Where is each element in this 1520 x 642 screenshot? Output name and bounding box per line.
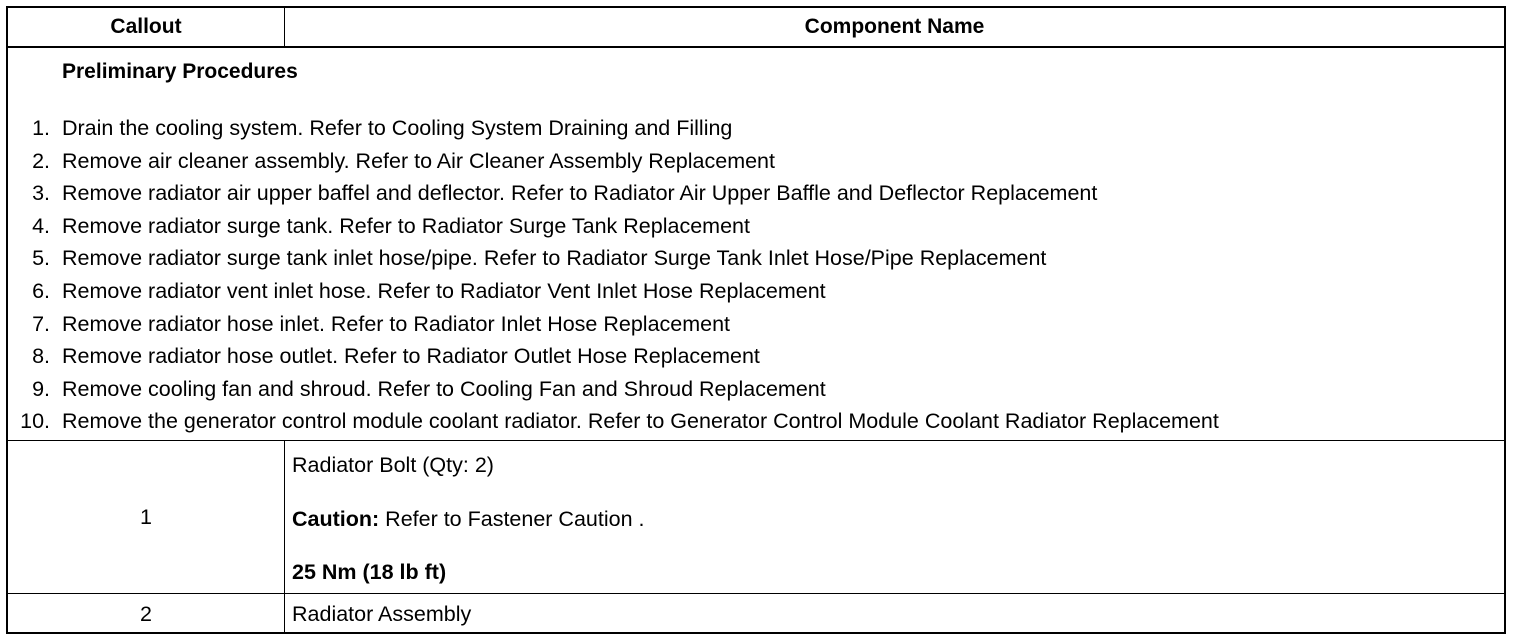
caution-text: Refer to Fastener Caution . <box>379 507 645 531</box>
step-number: 10. <box>20 409 50 434</box>
table-header-row <box>8 8 1504 48</box>
step-text: Remove radiator surge tank. Refer to Radiator Surge Tank Replacement <box>62 213 750 238</box>
component-table <box>6 6 1506 634</box>
step-text: Remove air cleaner assembly. Refer to Air Cleaner Assembly Replacement <box>62 148 775 173</box>
callout-cell: 1 <box>8 441 285 593</box>
component-name: Radiator Bolt (Qty: 2) <box>292 453 494 477</box>
step-number: 1. <box>32 116 50 140</box>
step-text: Remove radiator hose inlet. Refer to Radiator Inlet Hose Replacement <box>62 311 731 336</box>
callout-cell: 2 <box>8 594 285 634</box>
table-row <box>8 594 1504 634</box>
step-number: 6. <box>32 278 50 303</box>
step-number: 2. <box>32 148 50 173</box>
step-text: Remove radiator hose outlet. Refer to Radiator Outlet Hose Replacement <box>62 344 760 369</box>
component-name: Radiator Assembly <box>292 602 472 626</box>
step-text: Remove radiator surge tank inlet hose/pipe. Refer to Radiator Surge Tank Inlet Hose/Pipe Replacement <box>62 246 1047 271</box>
step-text: Remove the generator control module coolant radiator. Refer to Generator Control Module Coolant Radiator Replacement <box>62 409 1219 434</box>
preliminary-title: Preliminary Procedures <box>62 60 298 83</box>
caution-line <box>292 507 644 532</box>
step-text: Drain the cooling system. Refer to Cooling System Draining and Filling <box>62 116 733 140</box>
step-number: 5. <box>32 246 50 271</box>
step-number: 4. <box>32 213 50 238</box>
step-number: 3. <box>32 181 50 206</box>
step-text: Remove radiator air upper baffel and deflector. Refer to Radiator Air Upper Baffle and Deflector Replacement <box>62 181 1098 206</box>
header-component-name: Component Name <box>804 15 985 38</box>
step-text: Remove cooling fan and shroud. Refer to Cooling Fan and Shroud Replacement <box>62 376 826 401</box>
caution-label: Caution: <box>292 507 380 531</box>
step-number: 9. <box>32 376 50 401</box>
preliminary-procedures-row <box>8 48 1504 441</box>
torque-spec: 25 Nm (18 lb ft) <box>292 560 447 584</box>
step-text: Remove radiator vent inlet hose. Refer to Radiator Vent Inlet Hose Replacement <box>62 278 826 303</box>
step-number: 8. <box>32 344 50 369</box>
table-row <box>8 441 1504 594</box>
header-callout: Callout <box>8 8 285 46</box>
step-number: 7. <box>32 311 50 336</box>
